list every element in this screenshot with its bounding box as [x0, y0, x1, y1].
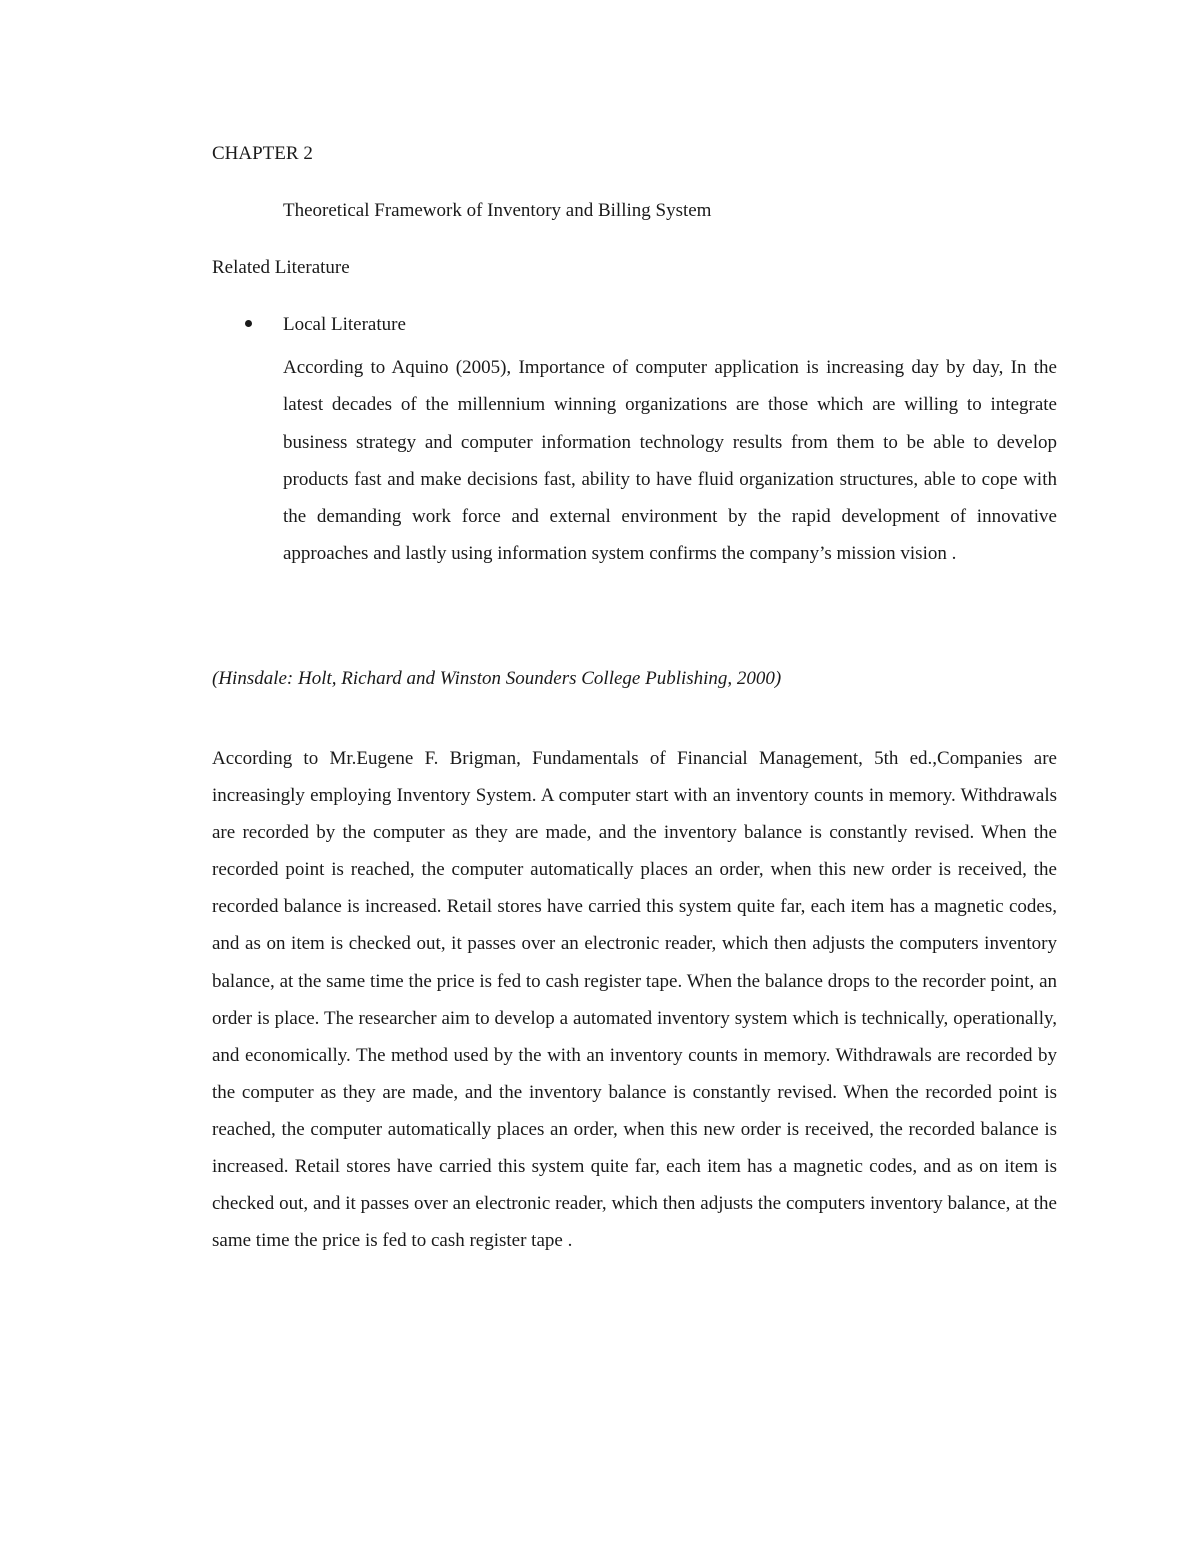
main-paragraph: According to Mr.Eugene F. Brigman, Fundamentals of Financial Management, 5th ed.,Companies are increasingly employing Inventory System. A computer start with an inventory counts in memory. Withdrawals are recorded by the computer as they are made, and the inventory balance is constantly revised. When the recorded point is reached, the computer automatically places an order, when this new order is received, the recorded balance is increased. Retail stores have carried this system quite far, each item has a magnetic codes, and as on item is checked out, it passes over an electronic reader, which then adjusts the computers inventory balance, at the same time the price is fed to cash register tape. When the balance drops to the recorder point, an order is place. The researcher aim to develop a automated inventory system which is technically, operationally, and economically. The method used by the with an inventory counts in memory. Withdrawals are recorded by the computer as they are made, and the inventory balance is constantly revised. When the recorded point is reached, the computer automatically places an order, when this new order is received, the recorded balance is increased. Retail stores have carried this system quite far, each item has a magnetic codes, and as on item is checked out, and it passes over an electronic reader, which then adjusts the computers inventory balance, at the same time the price is fed to cash register tape . [212, 748, 1057, 1252]
section-heading: Related Literature [212, 257, 350, 278]
chapter-heading: CHAPTER 2 [212, 143, 313, 164]
citation: (Hinsdale: Holt, Richard and Winston Sounders College Publishing, 2000) [212, 668, 782, 689]
bullet-label: Local Literature [283, 314, 406, 335]
chapter-title: Theoretical Framework of Inventory and Billing System [283, 200, 712, 221]
local-literature-paragraph: According to Aquino (2005), Importance of computer application is increasing day by day, In the latest decades of the millennium winning organizations are those which are willing to integrate business strategy and computer information technology results from them to be able to develop products fast and make decisions fast, ability to have fluid organization structures, able to cope with the demanding work force and external environment by the rapid development of innovative approaches and lastly using information system confirms the company’s mission vision . [283, 357, 1057, 565]
bullet-icon [245, 320, 252, 327]
